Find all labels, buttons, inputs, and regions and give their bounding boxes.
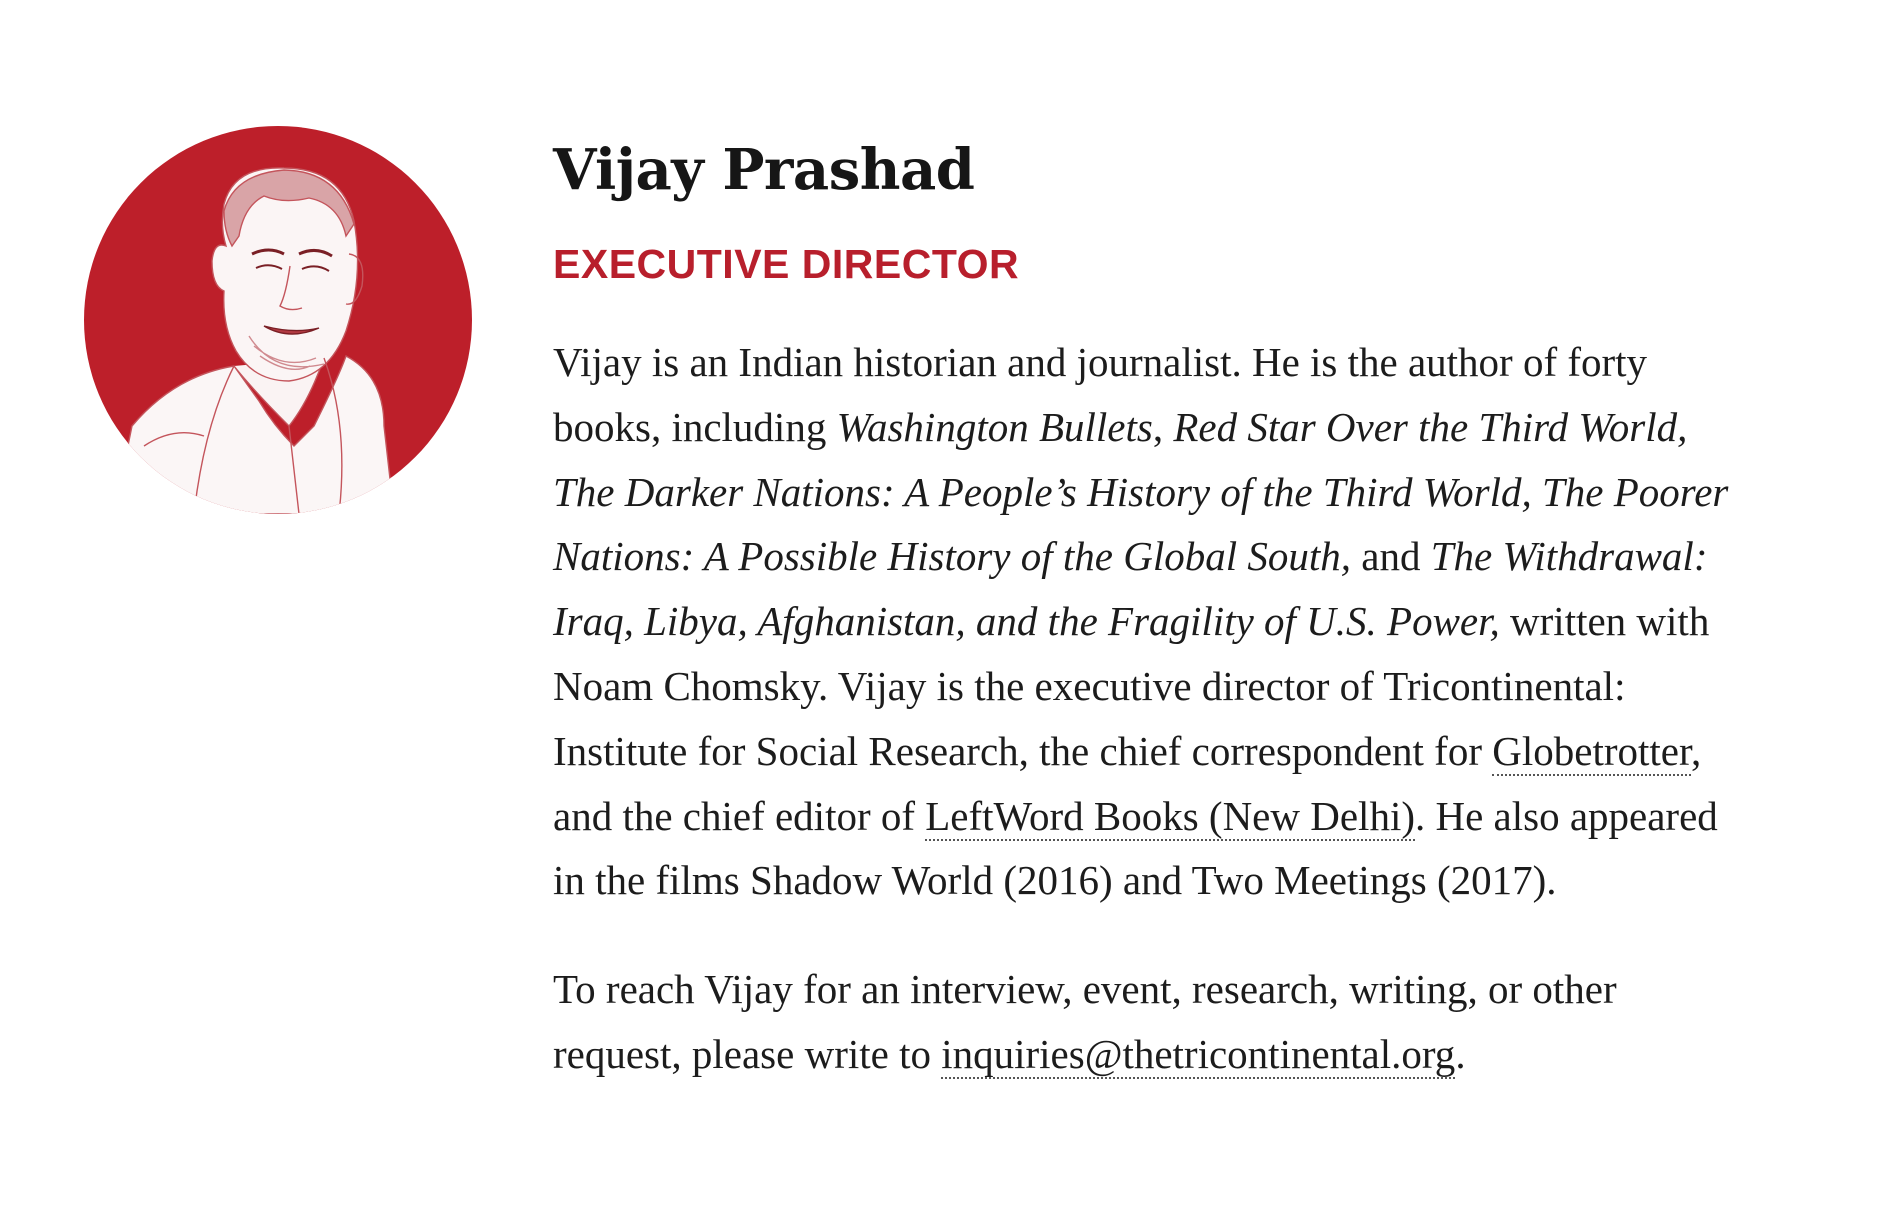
contact-paragraph <box>553 957 1738 1087</box>
bio-intro: Vijay is an Indian historian and journalist. He is the author of forty books, including <box>553 339 1648 450</box>
bio-text: , and the chief editor of <box>553 727 1702 839</box>
portrait-illustration <box>84 126 472 514</box>
bio-text: . He also appeared in the films Shadow World (2016) and Two Meetings (2017). <box>553 792 1718 904</box>
contact-text: To reach Vijay for an interview, event, research, writing, or other request, please write to <box>553 966 1617 1077</box>
email-link[interactable]: inquiries@thetricontinental.org <box>941 1030 1456 1077</box>
book-titles: Red Star Over the Third World, The Darker Nations: A People’s History of the Third World, The Poorer Nations: A Possible History of the Global South, <box>553 403 1729 580</box>
profile-name: Vijay Prashad <box>553 137 975 203</box>
bio-separator: , <box>1152 403 1174 450</box>
leftword-books-link[interactable]: LeftWord Books (New Delhi) <box>925 792 1415 839</box>
contact-end: . <box>1455 1030 1466 1077</box>
globetrotter-link[interactable]: Globetrotter <box>1492 727 1691 774</box>
book-title: Washington Bullets <box>836 403 1153 450</box>
profile-role: EXECUTIVE DIRECTOR <box>553 241 1020 287</box>
profile-bio <box>553 330 1738 913</box>
avatar <box>84 126 472 514</box>
bio-text: written with Noam Chomsky. Vijay is the executive director of Tricontinental: Institute for Social Research, the chief correspondent for <box>553 598 1710 774</box>
profile-content <box>553 128 1738 1087</box>
bio-conjunction: and <box>1351 533 1431 580</box>
book-title: The Withdrawal: Iraq, Libya, Afghanistan, and the Fragility of U.S. Power, <box>553 533 1708 645</box>
